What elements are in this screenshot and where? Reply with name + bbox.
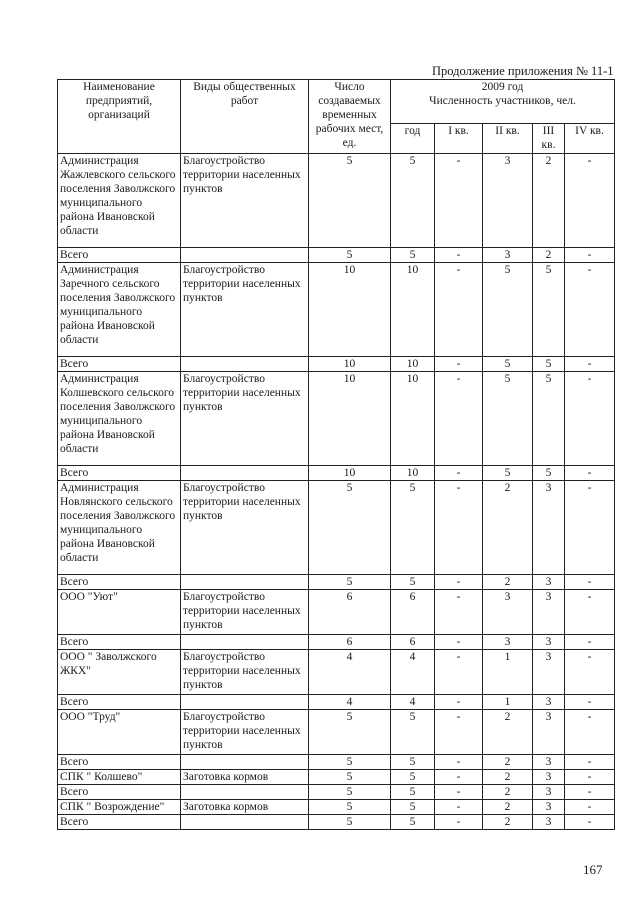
cell-q2: 3 [483,635,533,650]
cell-year: 5 [391,785,435,800]
cell-q4: - [565,372,615,466]
cell-q3: 5 [533,263,565,357]
cell-year: 10 [391,357,435,372]
cell-work: Благоустройство территории населенных пунктов [181,481,309,575]
table-row-total [58,815,615,830]
cell-work: Заготовка кормов [181,800,309,815]
cell-jobs: 5 [309,481,391,575]
cell-q2: 2 [483,815,533,830]
cell-work: Благоустройство территории населенных пунктов [181,590,309,635]
cell-jobs: 6 [309,635,391,650]
cell-q3: 3 [533,695,565,710]
cell-q3: 3 [533,770,565,785]
cell-q2: 2 [483,755,533,770]
cell-org: Всего [58,695,181,710]
table-row-total [58,357,615,372]
cell-org: Всего [58,635,181,650]
cell-jobs: 4 [309,695,391,710]
cell-work: Благоустройство территории населенных пунктов [181,710,309,755]
cell-jobs: 5 [309,248,391,263]
header-q3: III кв. [533,124,565,154]
cell-year: 5 [391,710,435,755]
cell-work [181,635,309,650]
cell-year: 5 [391,575,435,590]
cell-q3: 5 [533,466,565,481]
cell-q2: 3 [483,248,533,263]
cell-year: 4 [391,695,435,710]
table-row-total [58,575,615,590]
cell-jobs: 10 [309,357,391,372]
header-participants: Численность участников, чел. [429,95,576,107]
header-q2: II кв. [483,124,533,154]
cell-q1: - [435,575,483,590]
table-row [58,770,615,785]
cell-q4: - [565,710,615,755]
cell-q1: - [435,815,483,830]
cell-q2: 2 [483,481,533,575]
table-row-total [58,785,615,800]
cell-work [181,785,309,800]
cell-org: Всего [58,357,181,372]
cell-year: 5 [391,800,435,815]
cell-org: Всего [58,815,181,830]
cell-q2: 2 [483,800,533,815]
cell-org: Всего [58,466,181,481]
cell-work [181,357,309,372]
cell-q2: 3 [483,590,533,635]
header-jobs: Число создаваемых временных рабочих мест, ед. [309,80,391,154]
cell-q1: - [435,481,483,575]
header-q1: I кв. [435,124,483,154]
cell-q1: - [435,770,483,785]
cell-year: 10 [391,372,435,466]
table-header [58,80,615,154]
cell-work: Благоустройство территории населенных пунктов [181,263,309,357]
cell-jobs: 5 [309,575,391,590]
cell-q2: 1 [483,695,533,710]
cell-work: Благоустройство территории населенных пунктов [181,372,309,466]
cell-q4: - [565,481,615,575]
cell-q1: - [435,755,483,770]
table-body [58,154,615,830]
cell-q2: 2 [483,710,533,755]
cell-q2: 5 [483,357,533,372]
table-row [58,650,615,695]
cell-jobs: 10 [309,372,391,466]
cell-q1: - [435,263,483,357]
cell-q4: - [565,650,615,695]
cell-year: 5 [391,154,435,248]
cell-q4: - [565,357,615,372]
cell-jobs: 5 [309,785,391,800]
cell-year: 10 [391,466,435,481]
cell-q4: - [565,466,615,481]
cell-q2: 2 [483,785,533,800]
cell-jobs: 10 [309,466,391,481]
cell-org: Всего [58,575,181,590]
cell-work [181,815,309,830]
header-year-group [391,80,615,124]
cell-q3: 3 [533,785,565,800]
cell-q4: - [565,695,615,710]
cell-q3: 5 [533,357,565,372]
cell-q4: - [565,800,615,815]
cell-org: ООО "Труд" [58,710,181,755]
table-row [58,481,615,575]
cell-org: Администрация Заречного сельского поселения Заволжского муниципального района Ивановской области [58,263,181,357]
cell-org: Администрация Новлянского сельского поселения Заволжского муниципального района Ивановской области [58,481,181,575]
cell-jobs: 5 [309,770,391,785]
cell-q1: - [435,372,483,466]
cell-work [181,695,309,710]
cell-q3: 3 [533,590,565,635]
cell-q1: - [435,710,483,755]
cell-work: Заготовка кормов [181,770,309,785]
cell-year: 10 [391,263,435,357]
page-number: 167 [583,862,603,877]
cell-q4: - [565,755,615,770]
cell-org: Всего [58,248,181,263]
cell-q4: - [565,263,615,357]
cell-work: Благоустройство территории населенных пунктов [181,650,309,695]
cell-q2: 3 [483,154,533,248]
public-works-table [57,79,615,830]
cell-org: Администрация Колшевского сельского поселения Заволжского муниципального района Ивановской области [58,372,181,466]
cell-q4: - [565,575,615,590]
cell-work [181,248,309,263]
table-row [58,372,615,466]
table-row-total [58,635,615,650]
cell-q3: 3 [533,650,565,695]
cell-org: ООО " Заволжского ЖКХ" [58,650,181,695]
cell-q4: - [565,154,615,248]
cell-q4: - [565,815,615,830]
cell-work: Благоустройство территории населенных пунктов [181,154,309,248]
cell-q4: - [565,590,615,635]
cell-q2: 5 [483,263,533,357]
cell-jobs: 5 [309,815,391,830]
cell-jobs: 4 [309,650,391,695]
table-row-total [58,695,615,710]
cell-q1: - [435,695,483,710]
cell-q1: - [435,248,483,263]
table-row [58,800,615,815]
table-row-total [58,755,615,770]
cell-q2: 5 [483,466,533,481]
cell-q1: - [435,466,483,481]
cell-org: СПК " Возрождение" [58,800,181,815]
cell-jobs: 5 [309,800,391,815]
cell-q2: 1 [483,650,533,695]
cell-year: 5 [391,481,435,575]
cell-q3: 3 [533,815,565,830]
cell-org: ООО "Уют" [58,590,181,635]
cell-org: Всего [58,755,181,770]
cell-q4: - [565,635,615,650]
cell-q3: 2 [533,154,565,248]
cell-jobs: 10 [309,263,391,357]
cell-jobs: 5 [309,710,391,755]
cell-q1: - [435,785,483,800]
cell-q1: - [435,800,483,815]
cell-q4: - [565,248,615,263]
cell-year: 4 [391,650,435,695]
cell-work [181,755,309,770]
header-works: Виды общественных работ [181,80,309,154]
cell-q3: 3 [533,635,565,650]
cell-q1: - [435,357,483,372]
cell-year: 5 [391,755,435,770]
header-year: год [391,124,435,154]
table-row [58,590,615,635]
header-year-label: 2009 год [481,81,524,93]
cell-year: 5 [391,815,435,830]
cell-org: Всего [58,785,181,800]
cell-org: СПК " Колшево" [58,770,181,785]
cell-q1: - [435,590,483,635]
table-row [58,710,615,755]
cell-q4: - [565,785,615,800]
cell-work [181,575,309,590]
cell-q3: 3 [533,481,565,575]
cell-q1: - [435,154,483,248]
cell-year: 5 [391,248,435,263]
cell-q3: 3 [533,800,565,815]
cell-work [181,466,309,481]
cell-q2: 2 [483,575,533,590]
cell-q1: - [435,650,483,695]
cell-jobs: 5 [309,154,391,248]
cell-q3: 5 [533,372,565,466]
cell-q3: 3 [533,755,565,770]
appendix-caption: Продолжение приложения № 11-1 [432,64,614,78]
cell-q4: - [565,770,615,785]
cell-q3: 3 [533,575,565,590]
cell-jobs: 5 [309,755,391,770]
table-row-total [58,248,615,263]
cell-q3: 3 [533,710,565,755]
cell-year: 5 [391,770,435,785]
header-org: Наименование предприятий, организаций [58,80,181,154]
cell-org: Администрация Жажлевского сельского поселения Заволжского муниципального района Ивановской области [58,154,181,248]
cell-year: 6 [391,590,435,635]
cell-year: 6 [391,635,435,650]
table-row [58,154,615,248]
cell-q2: 5 [483,372,533,466]
table-row-total [58,466,615,481]
table-row [58,263,615,357]
cell-q2: 2 [483,770,533,785]
cell-jobs: 6 [309,590,391,635]
header-q4: IV кв. [565,124,615,154]
cell-q3: 2 [533,248,565,263]
cell-q1: - [435,635,483,650]
